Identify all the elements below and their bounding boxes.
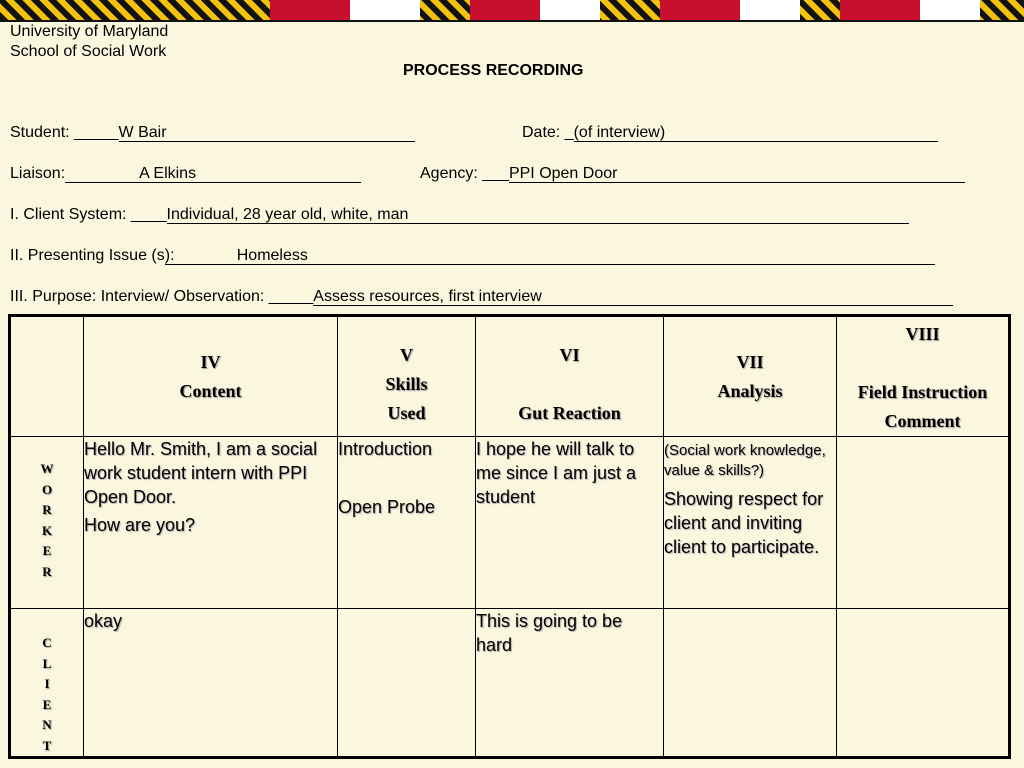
header-viii-name1: Field Instruction (857, 382, 988, 402)
header-v-number: V (400, 345, 413, 365)
agency-field[interactable]: PPI Open Door (509, 166, 965, 183)
header-iv-name: Content (179, 380, 242, 401)
header-skills (338, 316, 476, 437)
client-skills-cell[interactable] (338, 609, 476, 758)
header-gut-reaction (476, 316, 664, 437)
header-content (84, 316, 338, 437)
client-letter: E (42, 696, 52, 712)
header-vi-name: Gut Reaction (518, 403, 621, 423)
header-vi-number: VI (559, 345, 580, 365)
presenting-issue-value: Homeless (236, 247, 308, 264)
school-name: School of Social Work (10, 43, 167, 60)
worker-row (10, 437, 1010, 609)
date-field[interactable]: (of interview) (574, 125, 938, 142)
worker-content-text: Hello Mr. Smith, I am a social work student intern with PPI Open Door. (84, 439, 318, 507)
liaison-label: Liaison: (10, 165, 66, 182)
worker-skill-introduction: Introduction (338, 439, 433, 459)
presenting-issue-field[interactable] (165, 248, 935, 265)
header-viii-number: VIII (905, 324, 940, 344)
header-iv-number: IV (200, 351, 221, 372)
client-analysis-cell[interactable] (664, 609, 837, 758)
student-row (10, 124, 415, 142)
client-gut-text: This is going to be hard (476, 611, 623, 655)
client-label-cell (10, 609, 84, 758)
client-system-label: I. Client System: ____ (10, 206, 167, 223)
decorative-banner (0, 0, 1024, 22)
client-letter: T (42, 737, 52, 753)
header-blank-cell (10, 316, 84, 437)
purpose-label: III. Purpose: Interview/ Observation: _____ (10, 288, 314, 305)
header-vii-name: Analysis (717, 380, 783, 401)
student-label: Student: _____ (10, 124, 119, 141)
liaison-row (10, 165, 361, 183)
client-letter: L (42, 655, 52, 671)
client-letter: N (42, 717, 52, 732)
worker-gut-cell[interactable] (476, 437, 664, 609)
header-v-name1: Skills (385, 374, 428, 394)
worker-field-instruction-cell[interactable] (837, 437, 1010, 609)
date-label: Date: _ (522, 124, 574, 141)
worker-content-question: How are you? (84, 515, 196, 535)
header-v-name2: Used (387, 403, 426, 423)
presenting-issue-row (10, 247, 935, 265)
university-name: University of Maryland (10, 23, 169, 40)
liaison-field[interactable]: A Elkins (65, 166, 361, 183)
page-title: PROCESS RECORDING (403, 62, 584, 79)
header-vii-number: VII (736, 351, 764, 372)
date-row (522, 124, 938, 142)
paren-colon: ): (164, 247, 175, 264)
worker-letter: E (42, 543, 52, 558)
purpose-row (10, 288, 953, 306)
worker-letter: W (40, 461, 54, 476)
header-field-instruction (837, 316, 1010, 437)
worker-analysis-cell[interactable] (664, 437, 837, 609)
worker-gut-text: I hope he will talk to me since I am just a student (476, 439, 637, 507)
client-letter: I (44, 676, 50, 691)
purpose-field[interactable]: Assess resources, first interview (313, 289, 953, 306)
client-field-instruction-cell[interactable] (837, 609, 1010, 758)
worker-letter: O (41, 481, 53, 497)
client-letter: C (42, 635, 52, 650)
worker-skills-cell[interactable] (338, 437, 476, 609)
agency-label: Agency: ___ (420, 165, 509, 182)
client-row (10, 609, 1010, 758)
worker-analysis-text: Showing respect for client and inviting client to participate. (664, 489, 824, 557)
client-content-cell[interactable] (84, 609, 338, 758)
worker-content-cell[interactable] (84, 437, 338, 609)
process-recording-table (8, 314, 1011, 759)
worker-letter: R (42, 502, 52, 517)
client-gut-cell[interactable] (476, 609, 664, 758)
presenting-issue-label: II. Presenting Issue (s (10, 247, 165, 264)
worker-analysis-prompt: (Social work knowledge, value & skills?) (664, 442, 826, 479)
client-system-row (10, 206, 909, 224)
student-field[interactable]: W Bair (119, 125, 415, 142)
worker-label-cell (10, 437, 84, 609)
worker-skill-open-probe: Open Probe (338, 497, 436, 517)
header-analysis (664, 316, 837, 437)
header-viii-name2: Comment (884, 411, 961, 431)
worker-letter: R (42, 563, 52, 579)
client-system-field[interactable]: Individual, 28 year old, white, man (167, 207, 909, 224)
agency-row (420, 165, 965, 183)
client-content-text: okay (84, 611, 123, 631)
worker-letter: K (41, 522, 53, 538)
header-row (10, 316, 1010, 437)
